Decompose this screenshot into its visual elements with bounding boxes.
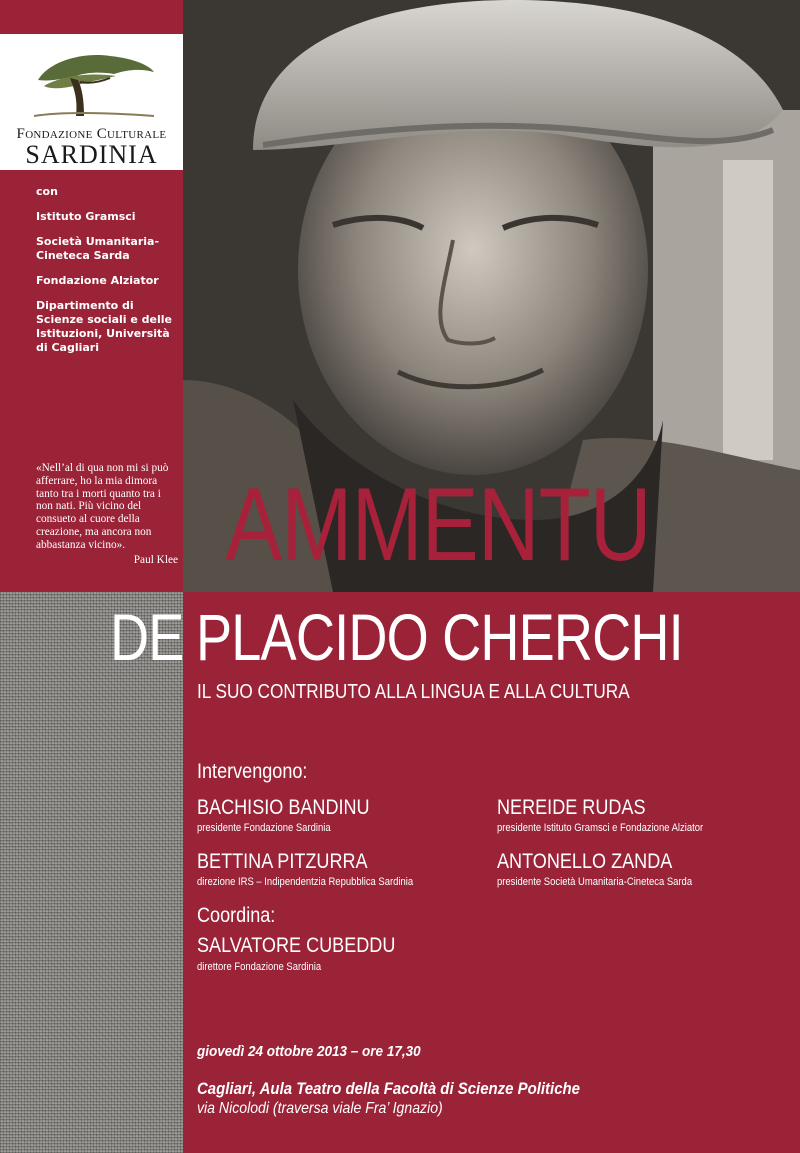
partner-item: Istituto Gramsci [36, 210, 136, 223]
event-venue-line1: Cagliari, Aula Teatro della Facoltà di Scienze Politiche [197, 1079, 580, 1098]
partners-intro: con [36, 185, 58, 198]
partner-item: Fondazione Alziator [36, 274, 159, 287]
coordinator-name: SALVATORE CUBEDDU [197, 934, 396, 957]
event-venue-line2: via Nicolodi (traversa viale Fra’ Ignazio) [197, 1100, 443, 1117]
title-de: DE [110, 600, 184, 674]
partner-item: Dipartimento di Scienze sociali e delle Istituzioni, Università di Cagliari [36, 299, 173, 354]
speaker-name: BACHISIO BANDINU [197, 796, 370, 819]
speaker-role: direzione IRS – Indipendentzia Repubblica Sardinia [197, 876, 414, 888]
speaker-role: presidente Istituto Gramsci e Fondazione Alziator [497, 822, 704, 834]
title-main: AMMENTU [225, 467, 651, 583]
partners-list [36, 185, 176, 366]
coordinator-role: direttore Fondazione Sardinia [197, 961, 322, 973]
speaker-role: presidente Società Umanitaria-Cineteca Sarda [497, 876, 693, 888]
speaker-name: ANTONELLO ZANDA [497, 850, 673, 873]
coordinator-label: Coordina: [197, 904, 276, 927]
speaker-name: NEREIDE RUDAS [497, 796, 646, 819]
fabric-texture-panel [0, 592, 183, 1153]
quote-text: «Nell’al di qua non mi si può afferrare, ho la mia dimora tanto tra i morti quanto tra i non nati. Più vicino del consueto al cuore della creazione, ma ancora non abbastanza vicino». [36, 462, 169, 551]
quote-block [36, 462, 178, 566]
quote-author: Paul Klee [133, 553, 178, 566]
partner-item: Società Umanitaria- Cineteca Sarda [36, 235, 160, 262]
logo-box [0, 34, 183, 170]
org-name-line1: Fondazione Culturale [16, 126, 167, 142]
event-datetime: giovedì 24 ottobre 2013 – ore 17,30 [197, 1043, 421, 1060]
org-name-line2: SARDINIA [25, 140, 158, 169]
title-name: PLACIDO CHERCHI [196, 600, 683, 674]
windswept-tree-icon [30, 42, 158, 122]
subtitle: IL SUO CONTRIBUTO ALLA LINGUA E ALLA CULTURA [197, 681, 630, 703]
speaker-role: presidente Fondazione Sardinia [197, 822, 331, 834]
speaker-name: BETTINA PITZURRA [197, 850, 368, 873]
speakers-label: Intervengono: [197, 760, 308, 783]
